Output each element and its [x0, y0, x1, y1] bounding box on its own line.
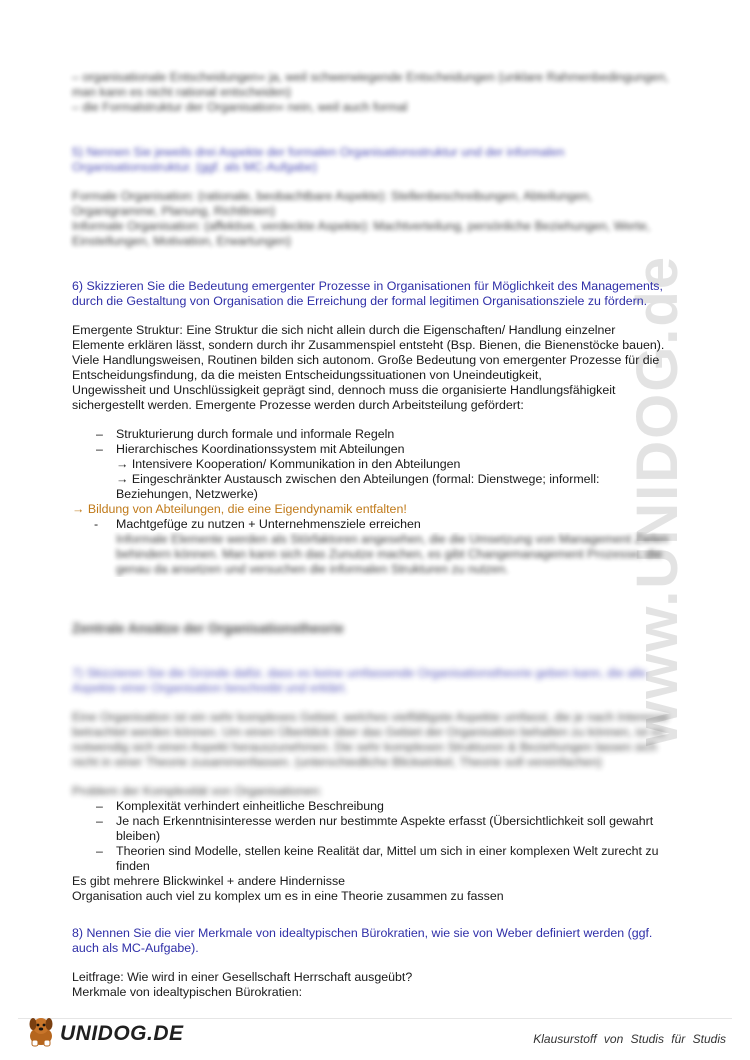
text-line: Merkmale von idealtypischen Bürokratien: — [72, 985, 303, 999]
text-line: behindern können. Man kann sich das Zunutze machen, es gibt Changemanagement Prozesse, die — [116, 547, 663, 561]
list-item-text: Je nach Erkenntnisinteresse werden nur bestimmte Aspekte erfasst (Übersichtlichkeit soll gewahrt — [116, 814, 654, 828]
text-line: genau da ansetzen und versuchen die informalen Strukturen zu nutzen. — [116, 562, 509, 576]
unidog-logo[interactable] — [24, 1014, 184, 1052]
text-line: – die Formalstruktur der Organisation« nein, weil auch formal — [72, 100, 408, 114]
dog-icon — [24, 1014, 58, 1052]
answer-6-paragraph — [72, 323, 684, 413]
text-line: Entscheidungsfindung, da die meisten Entscheidungssituationen von Uneindeutigkeit, — [72, 368, 542, 382]
list-item-text-cont: bleiben) — [116, 829, 161, 843]
list-item — [96, 844, 684, 874]
text-line: – organisationale Entscheidungen« ja, weil schwerwiegende Entscheidungen (unklare Rahmenbedingungen, — [72, 70, 669, 84]
list-item-text: Theorien sind Modelle, stellen keine Realität dar, Mittel um sich in einer komplexen Welt zurecht zu — [116, 844, 659, 858]
text-line: Elemente erklären lässt, sondern durch ihr Zusammenspiel entsteht (Bsp. Bienen, die Bienenstöcke bauen). — [72, 338, 665, 352]
text-line: sichergestellt werden. Emergente Prozesse werden durch Arbeitsteilung gefördert: — [72, 398, 524, 412]
text-line: Es gibt mehrere Blickwinkel + andere Hindernisse — [72, 874, 346, 888]
footer-tagline: Klausurstoff von Studis für Studis — [533, 1032, 726, 1046]
highlight-line: → Bildung von Abteilungen, die eine Eigendynamik entfalten! — [72, 502, 407, 516]
question-5: 5) Nennen Sie jeweils drei Aspekte der formalen Organisationsstruktur und der informalen — [72, 145, 565, 159]
text-line: Eine Organisation ist ein sehr komplexes Gebiet, welches vielfältigste Aspekte umfasst, die je nach Interesse — [72, 710, 669, 724]
question-6-cont: durch die Gestaltung von Organisation die Erreichung der formal legitimen Organisationsziele zu fördern. — [72, 294, 648, 308]
text-line: nicht in einer Theorie zusammenfassen. (unterschiedliche Blickwinkel, Theorie soll vereinfachen) — [72, 755, 602, 769]
sub-item-cont: Beziehungen, Netzwerke) — [116, 487, 258, 501]
section-heading: Zentrale Ansätze der Organisationstheorie — [72, 621, 344, 636]
text-line: Leitfrage: Wie wird in einer Gesellschaft Herrschaft ausgeübt? — [72, 970, 413, 984]
question-7-cont: Aspekte einer Organisation beschreibt und erklärt. — [72, 681, 348, 695]
question-5-cont: Organisationsstruktur. (ggf. als MC-Aufgabe) — [72, 160, 318, 174]
question-7: 7) Skizzieren Sie die Gründe dafür, dass es keine umfassende Organisationstheorie geben kann, die alle — [72, 666, 647, 680]
answer-6-sublist — [72, 517, 684, 532]
sub-item: → Eingeschränkter Austausch zwischen den Abteilungen (formal: Dienstwege; informell: — [116, 472, 600, 486]
text-line: notwendig sich einen Aspekt herauszunehmen. Die sehr komplexen Strukturen & Beziehungen lassen sich — [72, 740, 657, 754]
text-line: Organigramme, Planung, Richtlinien) — [72, 204, 276, 218]
text-line: Problem der Komplexität von Organisationen: — [72, 784, 323, 798]
question-8: 8) Nennen Sie die vier Merkmale von idealtypischen Bürokratien, wie sie von Weber definiert werden (ggf. — [72, 926, 653, 940]
text-line: Organisation auch viel zu komplex um es in eine Theorie zusammen zu fassen — [72, 889, 504, 903]
watermark-text: www.UNIDOG.de — [625, 254, 690, 746]
document-page — [72, 70, 684, 1000]
logo-text: UNIDOG.DE — [60, 1021, 184, 1045]
question-8-cont: auch als MC-Aufgabe). — [72, 941, 199, 955]
sub-item: → Intensivere Kooperation/ Kommunikation in den Abteilungen — [116, 457, 461, 471]
blurred-lower-section — [72, 621, 684, 799]
text-line: man kann es nicht rational entscheiden) — [72, 85, 292, 99]
list-item-text-cont: finden — [116, 859, 150, 873]
question-6: 6) Skizzieren Sie die Bedeutung emergenter Prozesse in Organisationen für Möglichkeit des Managements, — [72, 279, 663, 293]
blurred-middle-section — [72, 532, 684, 577]
list-item: – Strukturierung durch formale und informale Regeln — [96, 427, 684, 442]
answer-7-list — [72, 799, 684, 874]
text-line: Einstellungen, Motivation, Erwartungen) — [72, 234, 292, 248]
text-line: Ungewissheit und Unschlüssigkeit geprägt sind, dennoch muss die organisierte Handlungsfähigkeit — [72, 383, 616, 397]
blurred-top-section — [72, 70, 684, 249]
text-line: Formale Organisation: (rationale, beobachtbare Aspekte): Stellenbeschreibungen, Abteilungen, — [72, 189, 593, 203]
list-item-text: Hierarchisches Koordinationssystem mit Abteilungen — [116, 442, 405, 456]
text-line: betrachtet werden können. Um einen Überblick über das Gebiet der Organisation behalten zu können, ist es — [72, 725, 665, 739]
text-line: Informale Organisation: (affektive, verdeckte Aspekte): Machtverteilung, persönliche Beziehungen, Werte, — [72, 219, 651, 233]
list-item: - Machtgefüge zu nutzen + Unternehmensziele erreichen — [94, 517, 684, 532]
text-line: Emergente Struktur: Eine Struktur die sich nicht allein durch die Eigenschaften/ Handlung einzelner — [72, 323, 616, 337]
list-item — [96, 814, 684, 844]
list-item — [96, 442, 684, 502]
answer-6-list — [72, 427, 684, 502]
list-item: – Komplexität verhindert einheitliche Beschreibung — [96, 799, 684, 814]
text-line: Viele Handlungsweisen, Routinen bilden sich autonom. Große Bedeutung von emergenter Prozesse für die — [72, 353, 660, 367]
text-line: Informale Elemente werden als Störfaktoren angesehen, die die Umsetzung von Management Zielen — [116, 532, 669, 546]
